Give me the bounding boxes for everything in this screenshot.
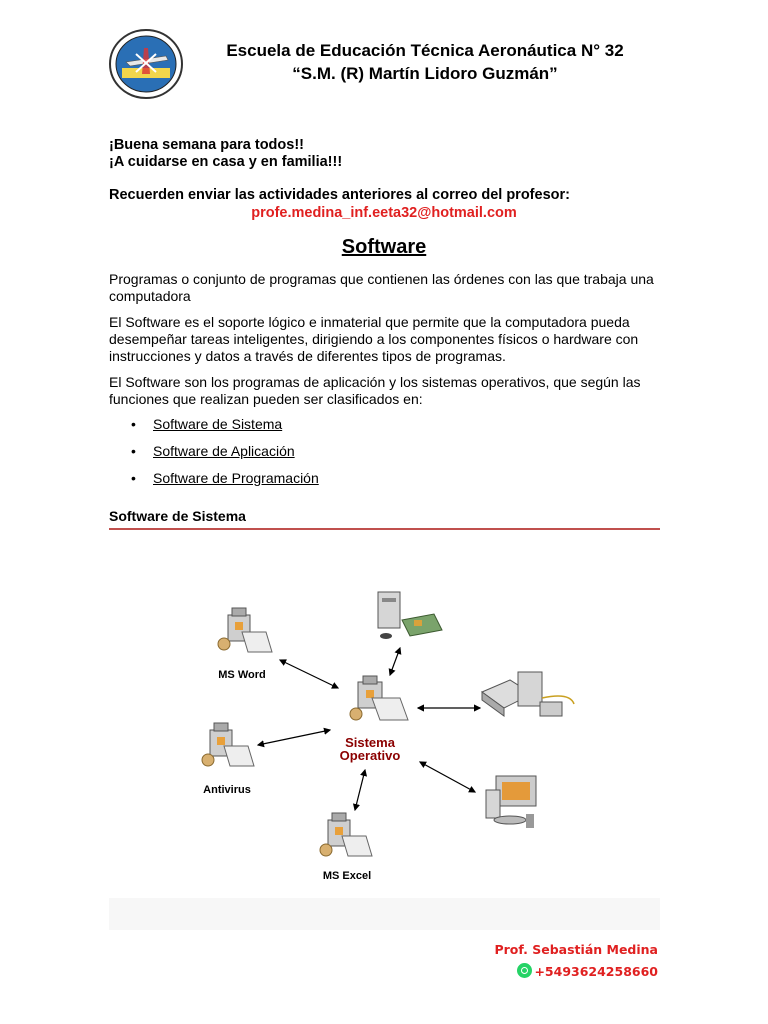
school-subtitle: “S.M. (R) Martín Lidoro Guzmán”	[292, 64, 558, 83]
antivirus-label: Antivirus	[203, 784, 251, 796]
os-label-line2: Operativo	[339, 748, 401, 763]
page-title: Software	[341, 236, 427, 258]
bullet-icon: •	[131, 416, 136, 432]
bullet-icon: •	[131, 470, 136, 486]
list-item-programming-software[interactable]: • Software de Programación	[131, 470, 319, 486]
section-heading: Software de Sistema	[109, 508, 246, 524]
whatsapp-icon	[517, 963, 532, 978]
paragraph-classification: El Software son los programas de aplicación y los sistemas operativos, que según las funciones que realizan pueden ser clasificados en:	[109, 374, 641, 407]
professor-name: Prof. Sebastián Medina	[494, 942, 658, 957]
school-name: Escuela de Educación Técnica Aeronáutica N° 32	[226, 41, 624, 60]
professor-phone-row[interactable]	[517, 963, 658, 979]
list-item-system-software[interactable]: • Software de Sistema	[131, 416, 283, 432]
professor-email[interactable]: profe.medina_inf.eeta32@hotmail.com	[251, 205, 517, 221]
professor-phone: +5493624258660	[534, 964, 658, 979]
connection-arrows	[258, 648, 480, 810]
greeting-line-1: ¡Buena semana para todos!!	[109, 137, 304, 153]
msword-label: MS Word	[218, 669, 266, 681]
list-item-application-software[interactable]: • Software de Aplicación	[131, 443, 295, 459]
section-divider	[109, 528, 660, 530]
reminder-text: Recuerden enviar las actividades anteriores al correo del profesor:	[109, 187, 570, 203]
os-package-icon	[350, 676, 408, 720]
hardware-computer-icon	[486, 776, 536, 828]
system-software-diagram	[190, 580, 590, 890]
greeting-line-2: ¡A cuidarse en casa y en familia!!!	[109, 154, 343, 170]
footer-band	[109, 898, 660, 930]
paragraph-description: El Software es el soporte lógico e inmaterial que permite que la computadora pueda desempeñar tareas inteligentes, dirigiendo a los componentes físicos o hardware con instrucciones y datos a través de diferentes tipos de programas.	[109, 314, 639, 364]
school-logo	[108, 28, 184, 100]
bullet-icon: •	[131, 443, 136, 459]
os-label-line1: Sistema	[345, 735, 395, 750]
hardware-printer-icon	[482, 672, 574, 716]
hardware-tower-icon	[378, 592, 442, 639]
msword-package-icon	[218, 608, 272, 652]
msexcel-package-icon	[320, 813, 372, 856]
msexcel-label: MS Excel	[322, 870, 372, 882]
paragraph-definition: Programas o conjunto de programas que contienen las órdenes con las que trabaja una computadora	[109, 271, 654, 304]
antivirus-package-icon	[202, 723, 254, 766]
